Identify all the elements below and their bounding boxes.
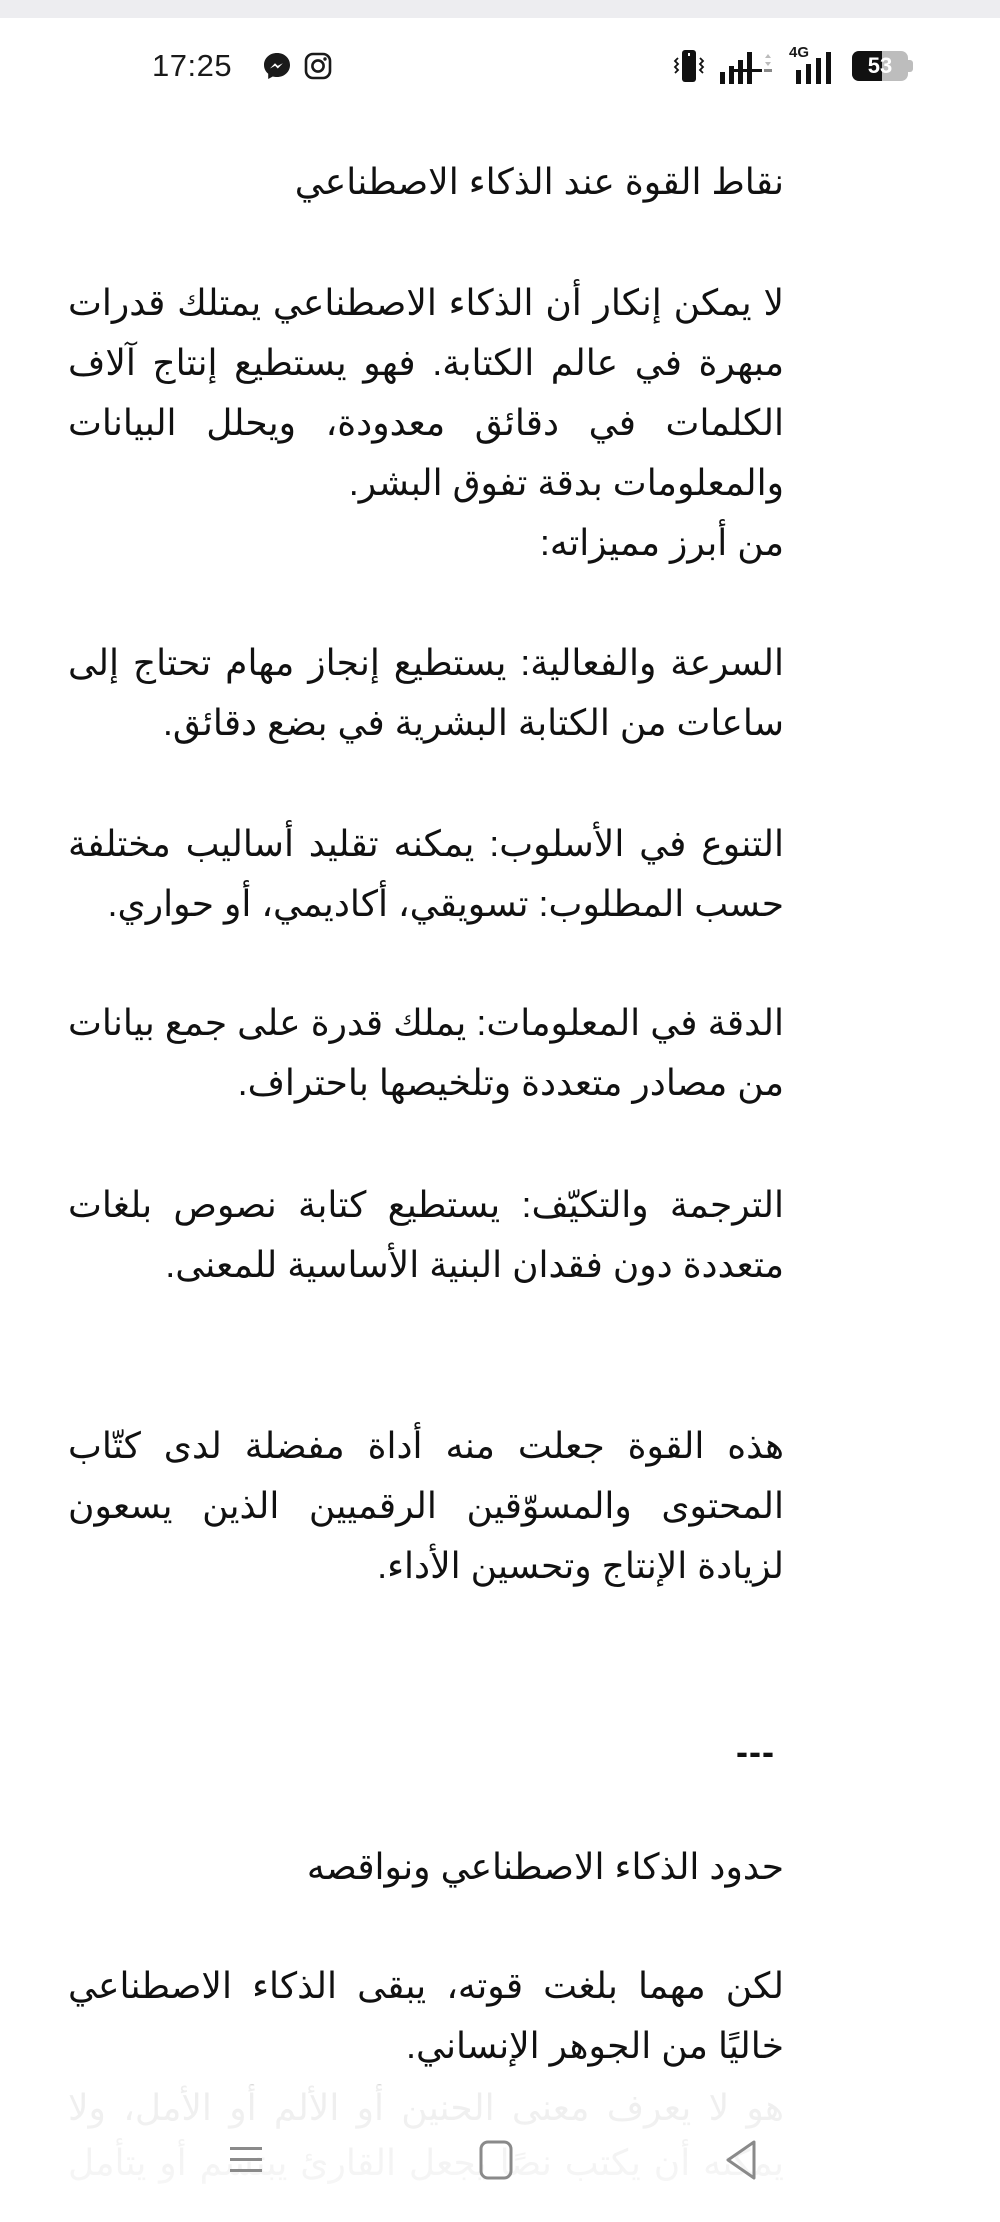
battery-percent: 53: [867, 53, 893, 78]
intro-text: لا يمكن إنكار أن الذكاء الاصطناعي يمتلك قدرات مبهرة في عالم الكتابة. فهو يستطيع إنتاج آلاف الكلمات في دقائق معدودة، ويحلل البيانات والمعلومات بدقة تفوق البشر.: [68, 282, 784, 503]
back-icon: [722, 2138, 762, 2182]
conclusion-paragraph: [68, 1416, 784, 1596]
limits-intro-text: لكن مهما بلغت قوته، يبقى الذكاء الاصطناعي خاليًا من الجوهر الإنساني.: [68, 1965, 784, 2066]
feature-translation: الترجمة والتكيّف: يستطيع كتابة نصوص بلغات متعددة دون فقدان البنية الأساسية للمعنى.: [68, 1184, 784, 1285]
feature-style-variety: التنوع في الأسلوب: يمكنه تقليد أساليب مختلفة حسب المطلوب: تسويقي، أكاديمي، أو حواري.: [68, 823, 784, 924]
section-heading-limits: حدود الذكاء الاصطناعي ونواقصه: [306, 1846, 784, 1887]
status-time: 17:25: [152, 48, 233, 83]
feature-accuracy: الدقة في المعلومات: يملك قدرة على جمع بيانات من مصادر متعددة وتلخيصها باحتراف.: [68, 1002, 784, 1103]
signal-sim2-icon: [792, 50, 838, 84]
status-bar: [0, 18, 1000, 114]
vibrate-icon: [672, 48, 706, 84]
system-nav-bar: [0, 2122, 1000, 2202]
feature-item: [68, 1175, 784, 1295]
limits-paragraph: [68, 1956, 784, 2076]
recent-apps-button[interactable]: [216, 2122, 276, 2198]
instagram-icon: [303, 51, 333, 81]
home-icon: [476, 2138, 516, 2182]
conclusion-text: هذه القوة جعلت منه أداة مفضلة لدى كتّاب المحتوى والمسوّقين الرقميين الذين يسعون لزيادة الإنتاج وتحسين الأداء.: [68, 1425, 784, 1586]
feature-speed: السرعة والفعالية: يستطيع إنجاز مهام تحتاج إلى ساعات من الكتابة البشرية في بضع دقائق.: [68, 642, 784, 743]
feature-item: [68, 633, 784, 753]
feature-item: [68, 814, 784, 934]
battery-indicator: [852, 51, 914, 81]
section-heading-strengths: نقاط القوة عند الذكاء الاصطناعي: [294, 161, 784, 202]
intro-paragraph: [68, 273, 784, 573]
messenger-icon: [262, 51, 292, 81]
feature-item: [68, 993, 784, 1113]
section-separator: ---: [736, 1731, 775, 1772]
home-button[interactable]: [466, 2122, 526, 2198]
features-label: من أبرز مميزاته:: [539, 522, 784, 563]
back-button[interactable]: [712, 2122, 772, 2198]
menu-icon: [226, 2140, 266, 2180]
signal-sim1-icon: [718, 50, 774, 84]
network-type-label: 4G: [789, 44, 810, 61]
top-overscroll-band: [0, 0, 1000, 18]
